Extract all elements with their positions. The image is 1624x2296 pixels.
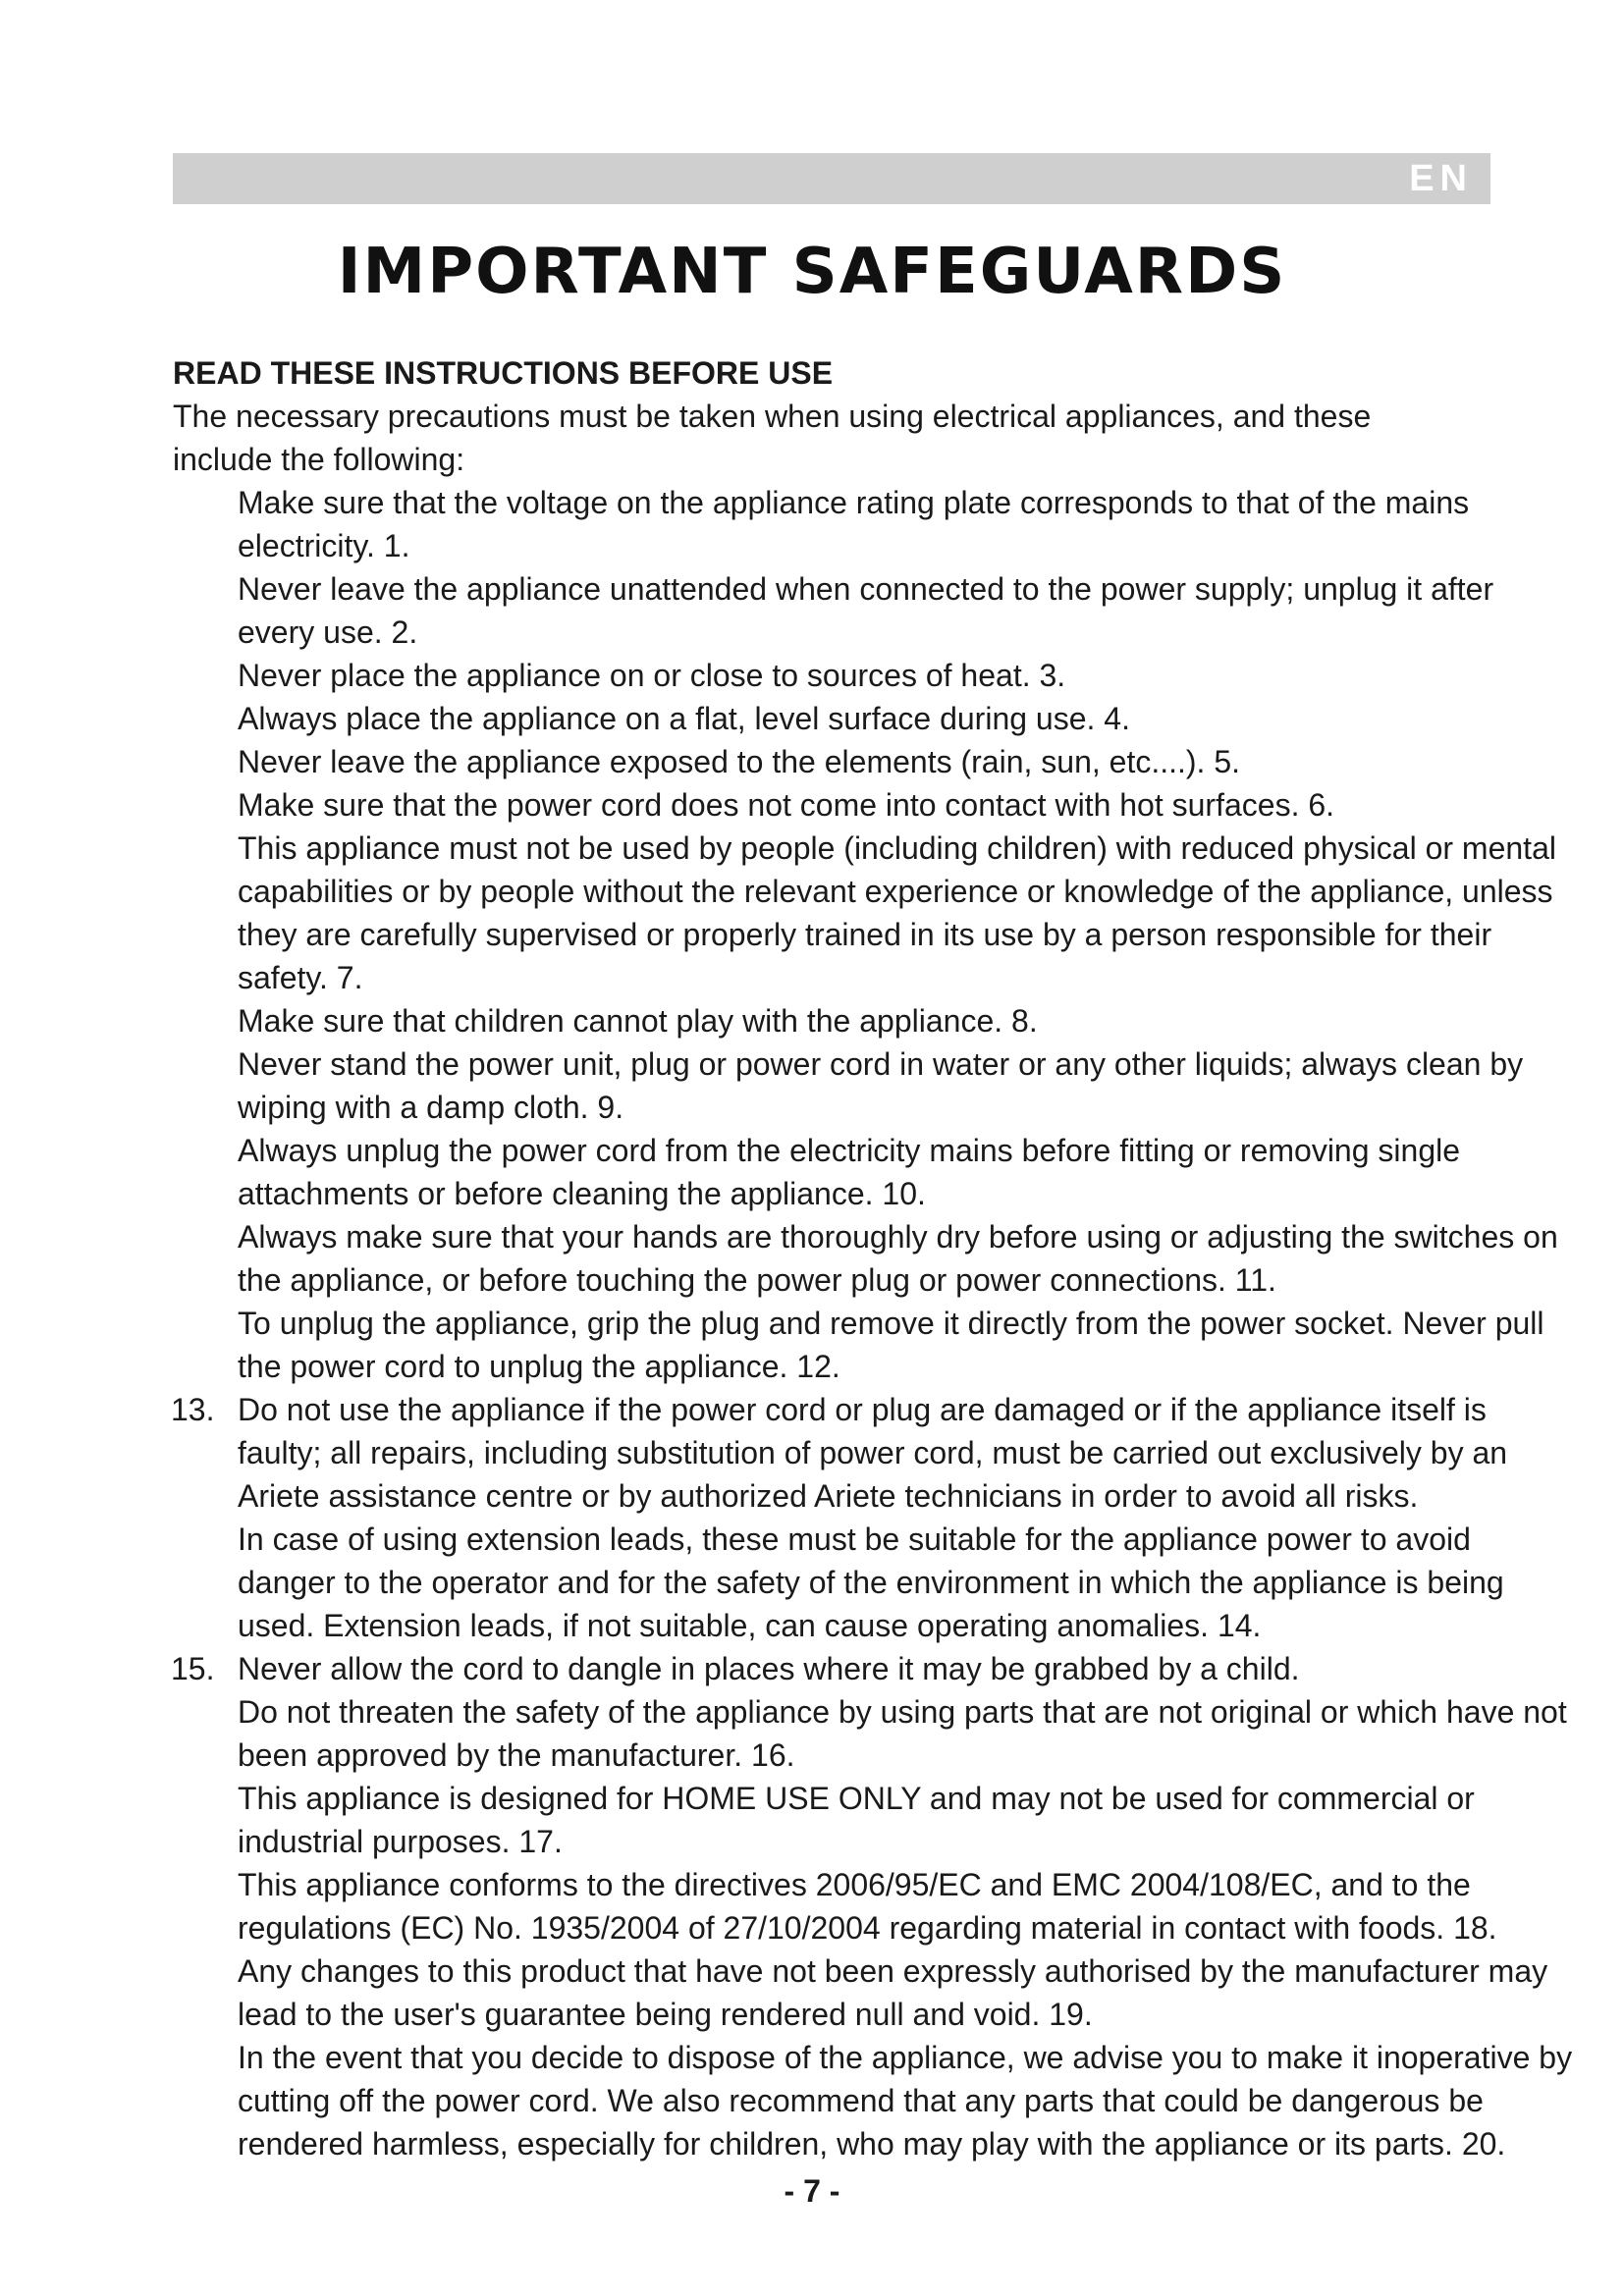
- safeguard-item: [238, 1215, 1577, 1302]
- item-number: 15.: [171, 1651, 215, 1686]
- safeguard-item: [238, 1777, 1577, 1863]
- safeguard-item: [238, 1690, 1577, 1777]
- item-number: 9.: [597, 1090, 624, 1125]
- item-text: Do not threaten the safety of the appliance by using parts that are not original or which have not been approved by the manufacturer.: [238, 1694, 1567, 1773]
- item-text: Make sure that the power cord does not come into contact with hot surfaces.: [238, 787, 1300, 823]
- item-number: 8.: [1011, 1003, 1038, 1039]
- item-text: Make sure that children cannot play with the appliance.: [238, 1003, 1003, 1039]
- item-number: 2.: [391, 614, 418, 650]
- safeguards-list: [173, 481, 1577, 2165]
- item-text: Never leave the appliance unattended when connected to the power supply; unplug it after every use.: [238, 571, 1494, 650]
- item-number: 7.: [336, 960, 363, 995]
- item-number: 20.: [1461, 2126, 1506, 2162]
- safeguard-item: [238, 999, 1577, 1042]
- safeguard-item: [238, 740, 1577, 783]
- item-text: Always make sure that your hands are thoroughly dry before using or adjusting the switches on the appliance, or before touching the power plug or power connections.: [238, 1219, 1558, 1298]
- safeguard-item: [238, 654, 1577, 697]
- item-text: Any changes to this product that have not been expressly authorised by the manufacturer may lead to the user's guarantee being rendered null and void.: [238, 1953, 1548, 2032]
- safeguard-item: [238, 827, 1577, 999]
- item-number: 12.: [796, 1349, 840, 1384]
- item-text: This appliance must not be used by people (including children) with reduced physical or mental capabilities or by people without the relevant experience or knowledge of the appliance, unless they are carefully supervised or properly trained in its use by a person responsible for their safety.: [238, 830, 1556, 995]
- intro-paragraph: The necessary precautions must be taken when using electrical appliances, and these include the following:: [173, 399, 1372, 477]
- subheading: READ THESE INSTRUCTIONS BEFORE USE: [173, 355, 834, 391]
- item-number: 19.: [1049, 1997, 1093, 2032]
- item-text: In the event that you decide to dispose of the appliance, we advise you to make it inoperative by cutting off the power cord. We also recommend that any parts that could be dangerous be rendered harmless, especially for children, who may play with the appliance or its parts.: [238, 2040, 1573, 2162]
- item-text: Always unplug the power cord from the electricity mains before fitting or removing single attachments or before cleaning the appliance.: [238, 1133, 1461, 1211]
- item-number: 3.: [1039, 658, 1066, 693]
- item-number: 17.: [518, 1824, 563, 1859]
- item-number: 16.: [751, 1737, 795, 1773]
- safeguard-item: [238, 481, 1577, 567]
- safeguard-item: [238, 697, 1577, 740]
- item-number: 18.: [1453, 1910, 1497, 1946]
- item-number: 13.: [171, 1392, 215, 1427]
- item-text: Do not use the appliance if the power cord or plug are damaged or if the appliance itself is faulty; all repairs, including substitution of power cord, must be carried out exclusively by an Ariete assistance centre or by authorized Ariete technicians in order to avoid all risks.: [238, 1392, 1508, 1514]
- item-number: 4.: [1104, 701, 1130, 736]
- item-number: 10.: [882, 1176, 926, 1211]
- safeguard-item: [238, 567, 1577, 654]
- item-text: Never stand the power unit, plug or power cord in water or any other liquids; always clean by wiping with a damp cloth.: [238, 1046, 1524, 1125]
- safeguard-item: [238, 1518, 1577, 1647]
- item-number: 6.: [1308, 787, 1335, 823]
- page-number: - 7 -: [784, 2173, 840, 2209]
- item-text: In case of using extension leads, these must be suitable for the appliance power to avoid danger to the operator and for the safety of the environment in which the appliance is being used. Extension leads, if not suitable, can cause operating anomalies.: [238, 1522, 1504, 1643]
- safeguard-item: [238, 2036, 1577, 2165]
- item-number: 1.: [383, 528, 410, 563]
- item-text: Always place the appliance on a flat, level surface during use.: [238, 701, 1096, 736]
- safeguard-item: [238, 1129, 1577, 1215]
- item-text: Never allow the cord to dangle in places where it may be grabbed by a child.: [238, 1651, 1300, 1686]
- item-number: 14.: [1217, 1608, 1262, 1643]
- safeguard-item: [238, 1042, 1577, 1129]
- item-number: 11.: [1234, 1262, 1276, 1298]
- item-text: This appliance is designed for HOME USE ONLY and may not be used for commercial or industrial purposes.: [238, 1781, 1475, 1859]
- safeguard-item: [238, 1949, 1577, 2036]
- safeguard-item: [238, 783, 1577, 827]
- item-text: To unplug the appliance, grip the plug and remove it directly from the power socket. Never pull the power cord to unplug the appliance.: [238, 1306, 1544, 1384]
- language-tag: EN: [1409, 158, 1473, 199]
- item-number: 5.: [1214, 744, 1241, 779]
- page-title: IMPORTANT SAFEGUARDS: [337, 236, 1287, 308]
- item-text: Never leave the appliance exposed to the elements (rain, sun, etc....).: [238, 744, 1206, 779]
- safeguards-content: [173, 351, 1577, 2165]
- item-text: Never place the appliance on or close to sources of heat.: [238, 658, 1031, 693]
- safeguard-item: [238, 1863, 1577, 1949]
- item-text: This appliance conforms to the directives 2006/95/EC and EMC 2004/108/EC, and to the regulations (EC) No. 1935/2004 of 27/10/2004 regarding material in contact with foods.: [238, 1867, 1471, 1946]
- safeguard-item: [171, 1388, 1577, 1518]
- safeguard-item: [238, 1302, 1577, 1388]
- safeguard-item: [171, 1647, 1577, 1690]
- item-text: Make sure that the voltage on the appliance rating plate corresponds to that of the mains electricity.: [238, 485, 1470, 563]
- language-bar: [173, 153, 1490, 204]
